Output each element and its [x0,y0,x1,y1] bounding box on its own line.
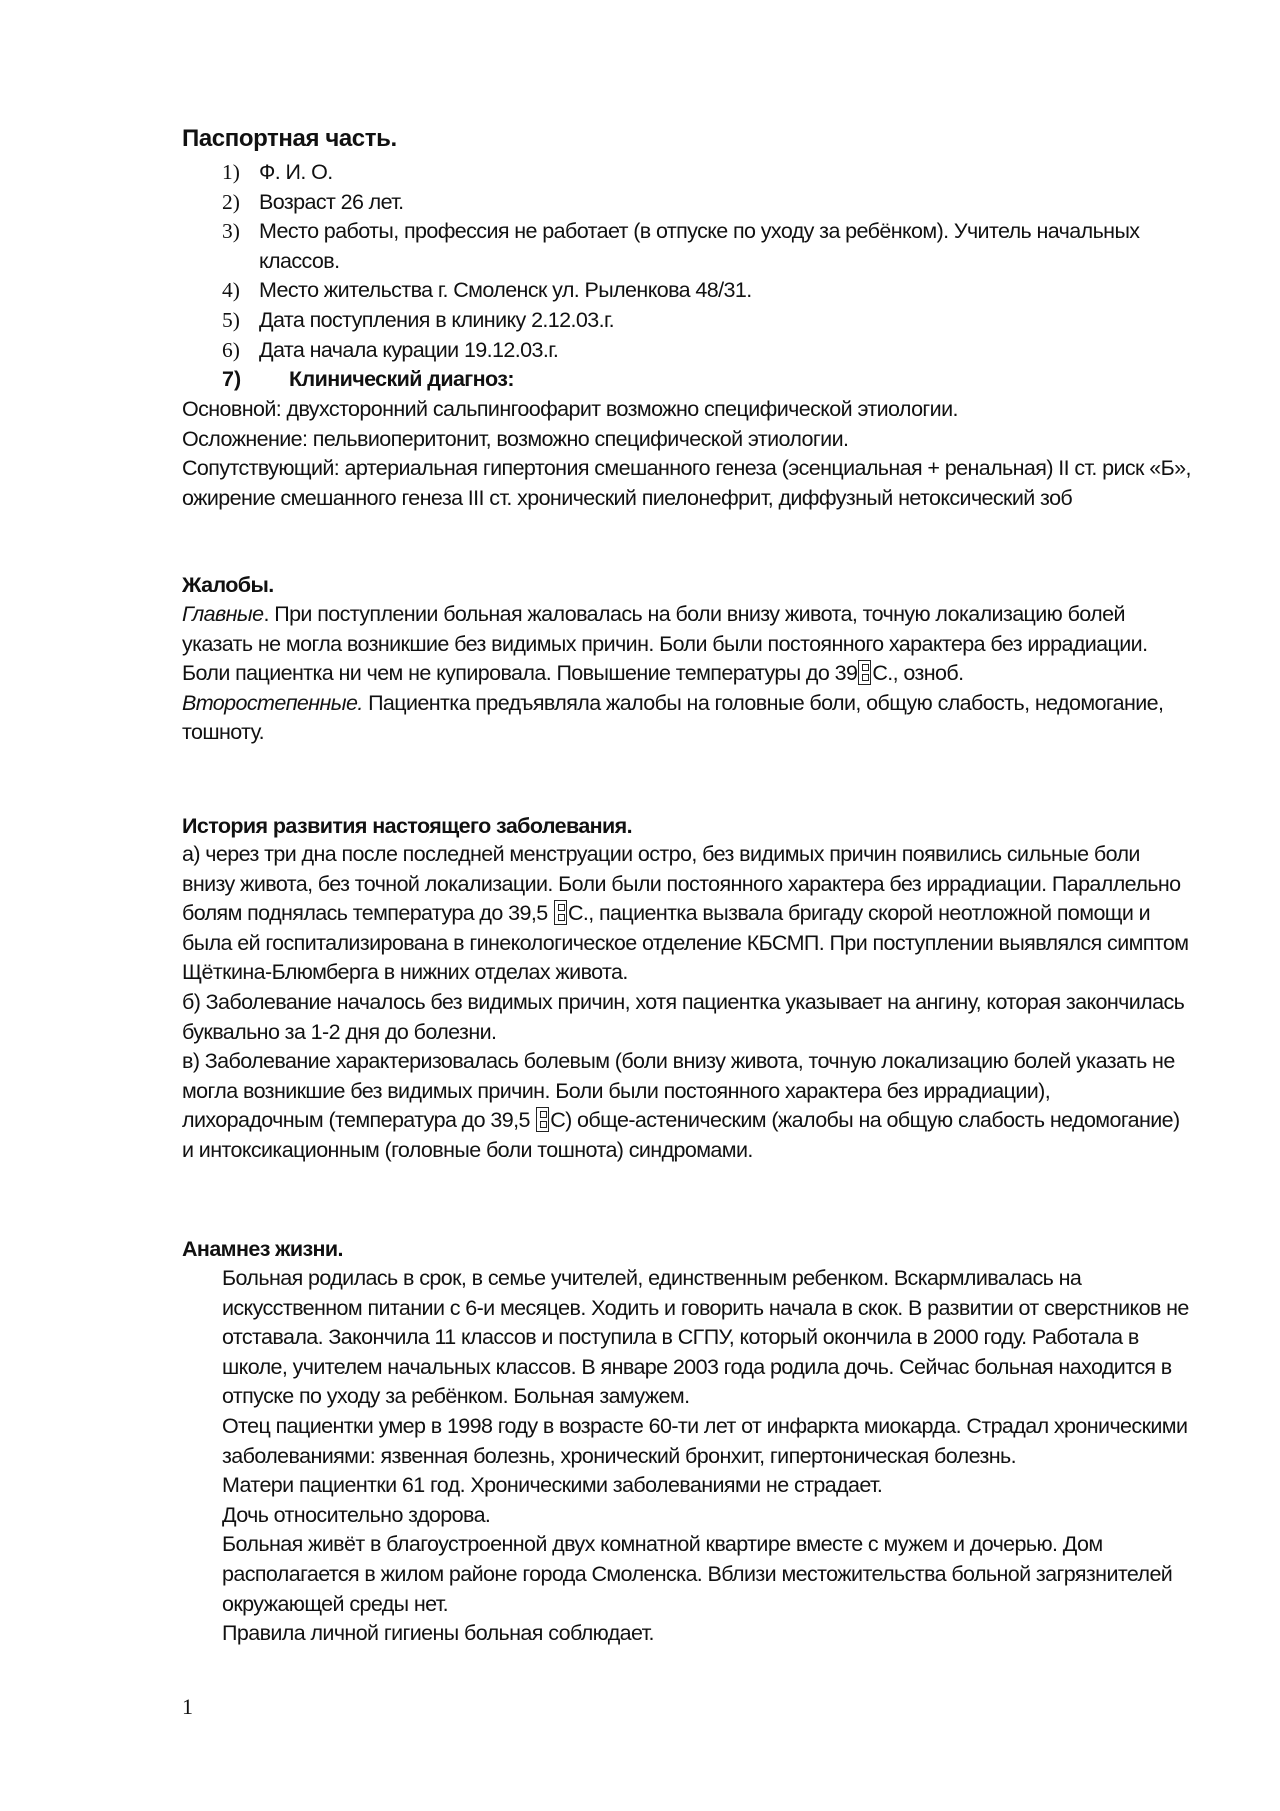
passport-item: 5) Дата поступления в клинику 2.12.03.г. [222,307,614,332]
degree-symbol-icon [536,1107,549,1132]
history-c: в) Заболевание характеризовалась болевым (боли внизу живота, точную локализацию болей указать не могла возникшие без видимых причин. Боли были постоянного характера без иррадиации), лихорадочным (температура до 39,5 С) обще-астеническим (жалобы на общую слабость недомогание) и интоксикационным (головные боли тошнота) синдромами. [182,1049,1180,1162]
passport-item: 4) Место жительства г. Смоленск ул. Рыленкова 48/31. [222,278,752,303]
anamnesis-paragraph: Матери пациентки 61 год. Хроническими заболеваниями не страдает. [222,1473,883,1498]
history-b: б) Заболевание началось без видимых причин, хотя пациентка указывает на ангину, которая закончилась буквально за 1-2 дня до болезни. [182,989,1185,1044]
anamnesis-paragraph: Отец пациентки умер в 1998 году в возрасте 60-ти лет от инфаркта миокарда. Страдал хроническими заболеваниями: язвенная болезнь, хронический бронхит, гипертоническая болезнь. [222,1413,1188,1468]
page-number: 1 [182,1694,193,1719]
passport-item: 3) Место работы, профессия не работает (в отпуске по уходу за ребёнком). Учитель начальных классов. [222,219,1140,273]
anamnesis-title: Анамнез жизни. [182,1237,343,1261]
diagnosis-block [182,395,1192,513]
history-title: История развития настоящего заболевания. [182,814,632,838]
complaints-main: Главные. При поступлении больная жаловалась на боли внизу живота, точную локализацию болей указать не могла возникшие без видимых причин. Боли были постоянного характера без иррадиации. Боли пациентка ни чем не купировала. Повышение температуры до 39 С., озноб. [182,602,1148,686]
anamnesis-block [222,1264,1202,1649]
anamnesis-paragraph: Больная живёт в благоустроенной двух комнатной квартире вместе с мужем и дочерью. Дом располагается в жилом районе города Смоленска. Вблизи местожительства больной загрязнителей окружающей среды нет. [222,1532,1173,1616]
diagnosis-concomitant: Сопутствующий: артериальная гипертония смешанного генеза (эсенциальная + ренальная) II ст. риск «Б», ожирение смешанного генеза III ст. хронический пиелонефрит, диффузный нетоксический зоб [182,456,1191,510]
passport-item: 6) Дата начала курации 19.12.03.г. [222,337,559,362]
diagnosis-main: Основной: двухсторонний сальпингоофарит возможно специфической этиологии. [182,397,958,421]
complaints-secondary: Второстепенные. Пациентка предъявляла жалобы на головные боли, общую слабость, недомогание, тошноту. [182,690,1164,745]
passport-item-diagnosis-heading: 7) Клинический диагноз: [222,367,514,392]
passport-list [182,158,1192,395]
passport-title: Паспортная часть. [182,125,397,152]
anamnesis-paragraph: Правила личной гигиены больная соблюдает. [222,1621,654,1646]
anamnesis-paragraph: Больная родилась в срок, в семье учителей, единственным ребенком. Вскармливалась на искусственном питании с 6-и месяцев. Ходить и говорить начала в скок. В развитии от сверстников не отставала. Закончила 11 классов и поступила в СГПУ, который окончила в 2000 году. Работала в школе, учителем начальных классов. В январе 2003 года родила дочь. Сейчас больная находится в отпуске по уходу за ребёнком. Больная замужем. [222,1266,1189,1409]
degree-symbol-icon [858,660,871,685]
anamnesis-paragraph: Дочь относительно здорова. [222,1502,491,1527]
degree-symbol-icon [554,900,567,925]
history-a: а) через три дна после последней менструации остро, без видимых причин появились сильные боли внизу живота, без точной локализации. Боли были постоянного характера без иррадиации. Параллельно болям поднялась температура до 39,5 С., пациентка вызвала бригаду скорой неотложной помощи и была ей госпитализирована в гинекологическое отделение КБСМП. При поступлении выявлялся симптом Щёткина-Блюмберга в нижних отделах живота. [182,842,1189,985]
passport-item: 2) Возраст 26 лет. [222,189,404,214]
complaints-title: Жалобы. [182,573,274,597]
passport-item: 1) Ф. И. О. [222,160,333,184]
history-block [182,840,1192,1166]
diagnosis-complication: Осложнение: пельвиоперитонит, возможно специфической этиологии. [182,426,849,451]
complaints-block [182,600,1192,748]
